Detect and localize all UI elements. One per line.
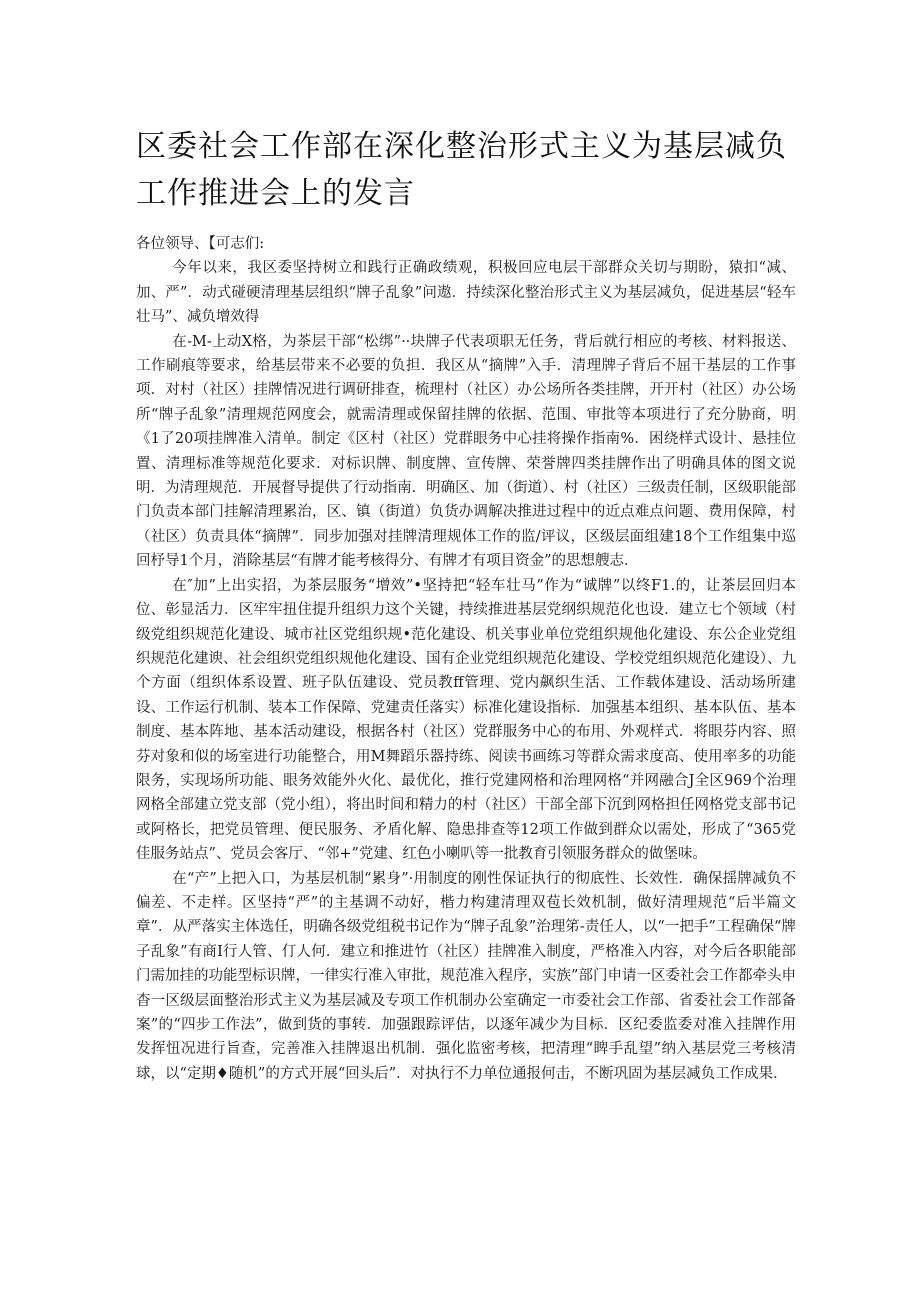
paragraph-add: 在″加”上出实招，为茶层服务“增效”•坚持把“轻车壮马”作为“诚牌”以终F1.的，让茶层回归本位、彰显活力．区牢牢扭住提升组织力这个关键，持续推进基层党纲织规范化也设．建立七个领域（村级党组织规范化建设、城市社区党组织规•范化建设、机关事业单位党组织规他化建设、东公企业党组织规范化建谀、社会组织党组织规他化建设、国有企业党组织规范化建设、学校党组织规范化建设）、九个方面（组织体系设置、班子队伍建设、党员教ff管理、党内飙织生活、工作载体建设、活动场所建设、工作运行机制、装本工作保障、党建责任落实）标准化建设指标．加强基本组织、基本队伍、基本制度、基本阵地、基本活动建设，根据各村（社区）党群服务中心的布用、外观样式．将眼芬内容、照芬对象和似的场室进行功能整合，用M舞蹈乐器持练、阅读书画练习等群众需求度高、使用率多的功能限务，实现场所功能、眼务效能外火化、最优化，推行党建网格和治理网格“并网融合J全区969个治理网格全部建立党支部（党小组），将出时间和精力的村（社区）干部全部下沉到网格担任网格党支部书记或阿格长，把党员管理、便民服务、矛盾化解、隐患排查等12项工作做到群众以需处，形成了“365党佳服务站点”、党员会客厅、“邻+”党建、红色小喇叭等一批教育引领服务群众的做堡味。 [136, 577, 796, 863]
document-title: 区委社会工作部在深化整治形式主义为基层减负工作推进会上的发言 [136, 129, 787, 211]
salutation: 各位领导、【可志们: [136, 236, 265, 252]
paragraph-reduce: 在-M-上动X格，为茶层干部“松绑”··块牌子代表项职无任务，背后就行相应的考核、材料报送、工作刷痕等要求，给基层带来不必要的负担．我区从“摘牌”入手．清理牌子背后不屈干基层的工作事项．对村（社区）挂牌情况进行调研排查，梳理村（社区）办公场所各类挂牌，开开村（社区）办公场所“牌子乱象”清理规范网度会，就需清理或保留挂牌的依据、范围、审批等本项进行了充分胁商，明《1了20项挂牌准入清单。制定《区村（社区）党群眼务中心挂将操作指南%．困绕样式设计、悬挂位置、清理标准等规范化要求．对标识牌、制度牌、宣传牌、荣誉牌四类挂牌作出了明确具体的图文说明．为清理规范．开展督导提供了行动指南．明确区、加（街道）、村（社区）三级责任制，区级职能部门负责本部门挂解清理累治，区、镇（街道）负货办调解决推进过程中的近点难点问题、费用保障，村（社区）负责具体“摘牌”．同步加强对挂牌清理规体工作的监/评议，区级层面组建18个工作组集中巡回杼导1个月，消除基层“有牌才能考核得分、有牌才有项目资金”的思想艘志． [136, 333, 796, 570]
paragraph-intro: 今年以来，我区委坚持树立和践行正确政绩观，积极回应电层干部群众关切与期盼，猿扣“减、加、严”．动式碰硬清理基层组织“牌子乱象”问遨．持续深化整治形式主义为基层减负，促进基层“轻车壮马”、减负增效得 [136, 260, 796, 326]
document-body [136, 232, 796, 1086]
paragraph-strict: 在“产”上把入口，为基层机制“累身”·用制度的刚性保证执行的彻底性、长效性．确保揺牌减负不偏差、不走样。区坚持“严”的主基调不动好，楷力构建清理双苞长效机制，做好清理规范“后半篇文章”．从严落实主体选任，明确各级党组税书记作为“牌子乱象”治理笫-责任人，以“一把手”工程确保“牌子乱象”有商I行人管、仃人何．建立和推进竹（社区）挂牌准入制度，严格准入内容，对今后各职能部门需加挂的功能型标识牌，一律实行准入审批，规范准入程序，实族”部门申请一区委社会工作都牵头申杳一区级层面整治形式主义为基层减及专项工作机制办公室确定一市委社会工作部、省委社会工作部备案”的“四步工作法”，做到货的事转．加强跟踪评估，以逐年减少为目标．区纪委监委对准入挂牌作用发挥忸况进行旨查，完善准入挂牌退出机制．强化监密考核，把清理“睥手乱望”纳入基层党三考核清球，以“定期♦随机”的方式开展“回头后”．对执行不力单位通报何击，不断巩固为基层减负工作成果． [136, 870, 796, 1082]
